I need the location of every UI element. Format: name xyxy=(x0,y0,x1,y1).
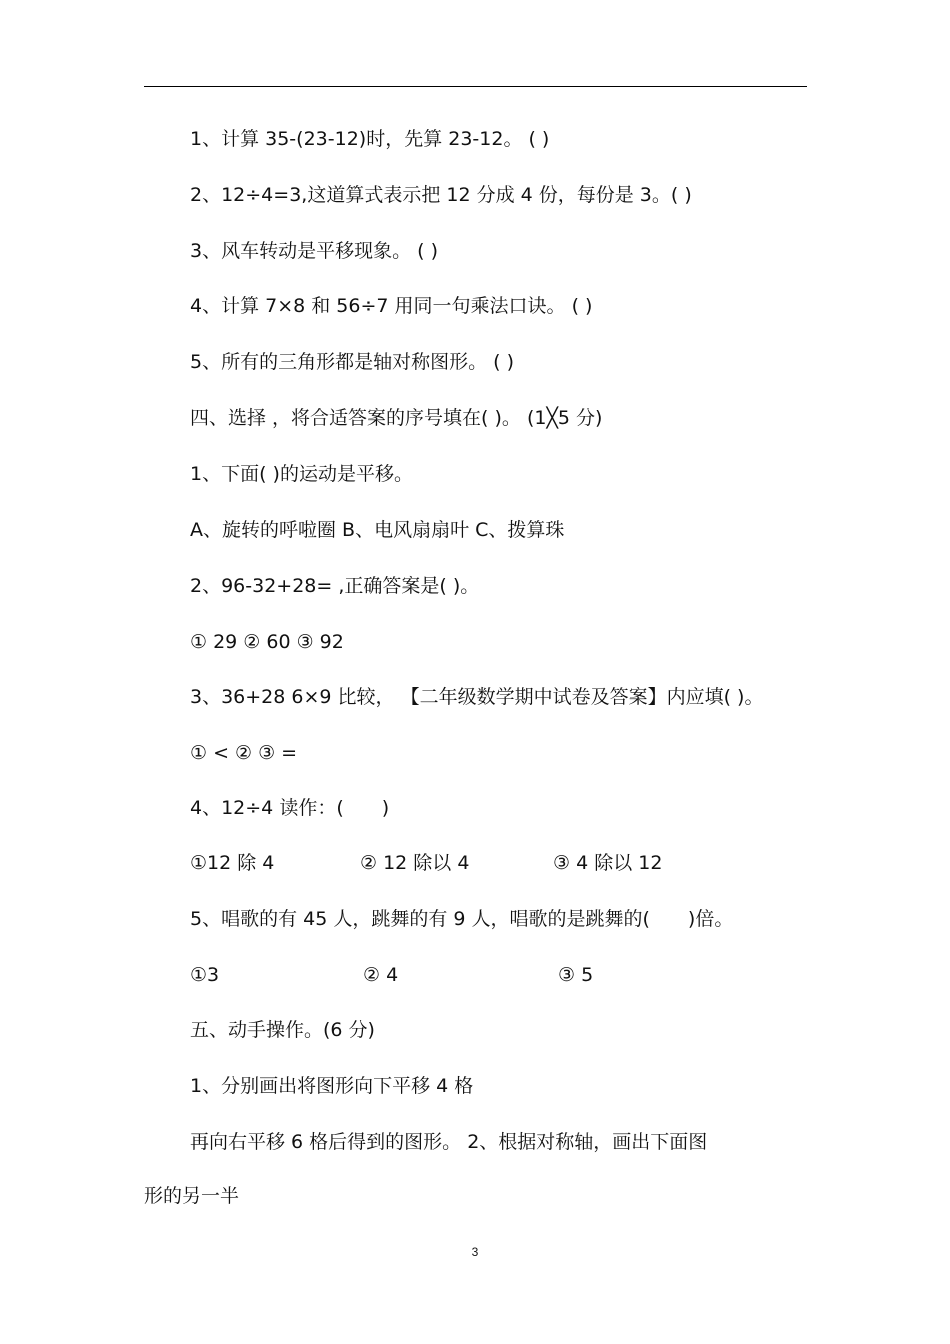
choice-question-3-options: ① < ② ③ = xyxy=(190,742,298,764)
choice-question-2: 2、96-32+28= ,正确答案是( )。 xyxy=(190,575,480,597)
operation-question-continued: 再向右平移 6 格后得到的图形。 2、根据对称轴，画出下面图 xyxy=(190,1131,708,1153)
operation-question-1: 1、分别画出将图形向下平移 4 格 xyxy=(190,1075,474,1097)
choice-question-3: 3、36+28 6×9 比较， 【二年级数学期中试卷及答案】内应填( )。 xyxy=(190,686,764,708)
judge-question-1: 1、计算 35-(23-12)时，先算 23-12。 ( ) xyxy=(190,128,550,150)
judge-question-5: 5、所有的三角形都是轴对称图形。 ( ) xyxy=(190,351,514,373)
choice-question-1-options: A、旋转的呼啦圈 B、电风扇扇叶 C、拨算珠 xyxy=(190,519,565,541)
option-item: ③ 4 除以 12 xyxy=(553,852,663,874)
option-item: ③ 5 xyxy=(558,964,594,986)
choice-question-1: 1、下面( )的运动是平移。 xyxy=(190,463,413,485)
option-item: ② 4 xyxy=(363,964,399,986)
operation-question-tail: 形的另一半 xyxy=(144,1185,240,1207)
choice-question-2-options: ① 29 ② 60 ③ 92 xyxy=(190,631,344,653)
section-four-heading: 四、选择 ，将合适答案的序号填在( )。 (1╳5 分) xyxy=(190,407,603,429)
header-rule xyxy=(144,86,807,87)
section-five-heading: 五、动手操作。(6 分) xyxy=(190,1019,375,1041)
option-item: ①12 除 4 xyxy=(190,852,275,874)
page-number: 3 xyxy=(471,1245,479,1259)
choice-question-5: 5、唱歌的有 45 人，跳舞的有 9 人，唱歌的是跳舞的( )倍。 xyxy=(190,908,734,930)
choice-question-4: 4、12÷4 读作：( ) xyxy=(190,797,390,819)
judge-question-2: 2、12÷4=3,这道算式表示把 12 分成 4 份，每份是 3。( ) xyxy=(190,184,692,206)
judge-question-4: 4、计算 7×8 和 56÷7 用同一句乘法口诀。 ( ) xyxy=(190,295,593,317)
judge-question-3: 3、风车转动是平移现象。 ( ) xyxy=(190,240,438,262)
option-item: ①3 xyxy=(190,964,220,986)
option-item: ② 12 除以 4 xyxy=(360,852,470,874)
